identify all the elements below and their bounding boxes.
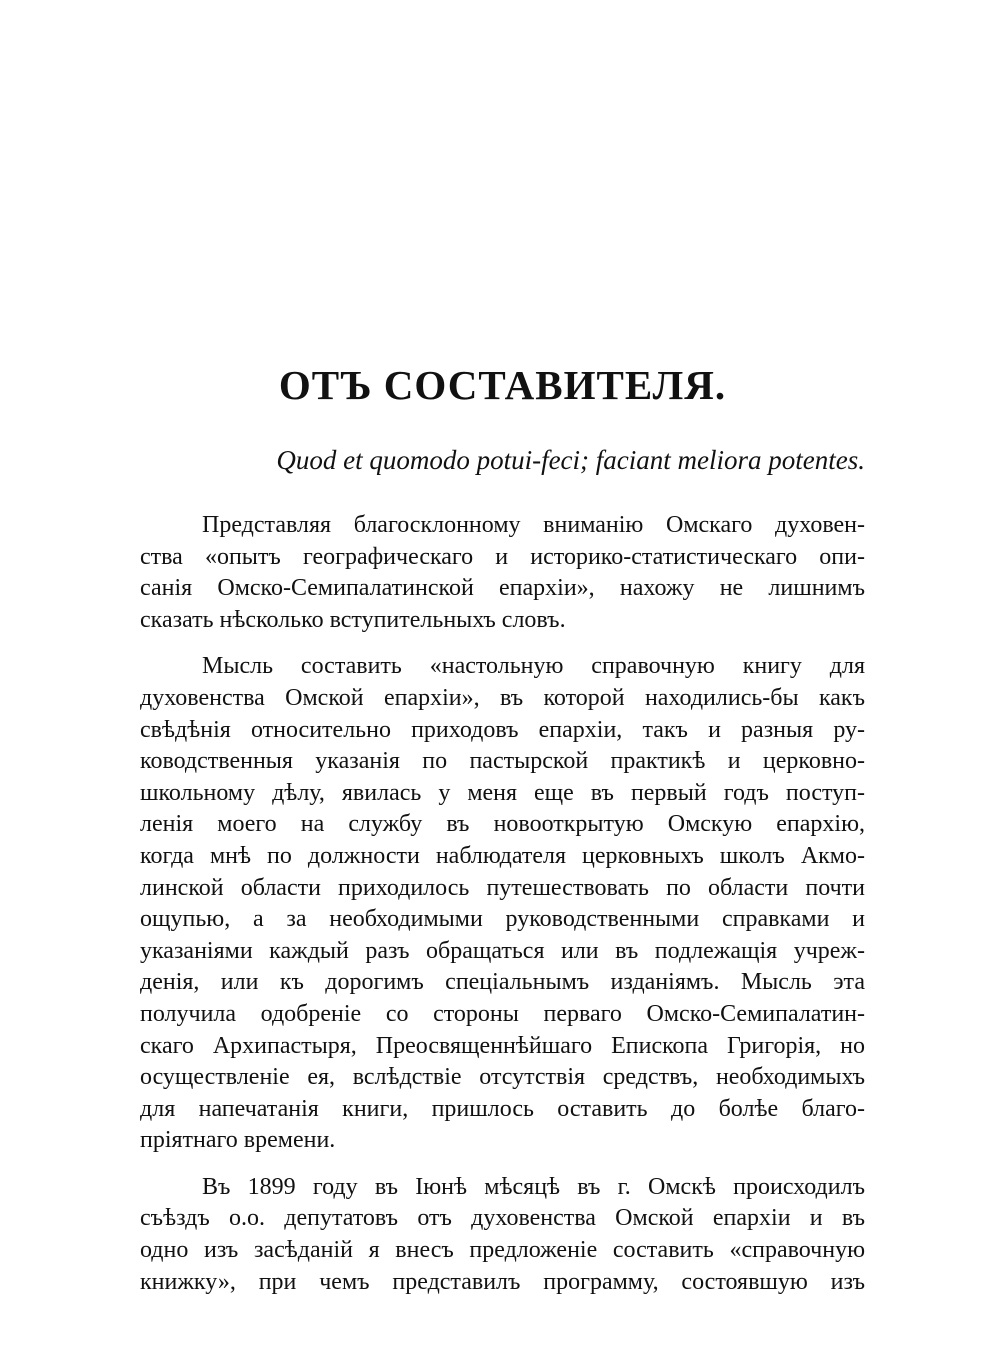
text-line: денія, или къ дорогимъ спеціальнымъ изданіямъ. Мысль эта [140,969,865,996]
text-line: съѣздъ о.о. депутатовъ отъ духовенства Омской епархіи и въ [140,1205,865,1232]
text-line: сказать нѣсколько вступительныхъ словъ. [140,606,566,633]
text-line: ленія моего на службу въ новооткрытую Омскую епархію, [140,811,865,838]
text-line: Представляя благосклонному вниманію Омскаго духовен- [202,512,865,538]
text-line: ководственныя указанія по пастырской практикѣ и церковно- [140,748,865,775]
text-line: одно изъ засѣданій я внесъ предложеніе составить «справочную [140,1237,865,1264]
text-line: Мысль составить «настольную справочную книгу для [202,653,865,680]
epigraph: Quod et quomodo potui-feci; faciant meliora potentes. [276,445,865,475]
paragraph [140,1172,865,1298]
page-title: ОТЪ СОСТАВИТЕЛЯ. [278,362,727,408]
book-page [140,0,865,1366]
text-line: книжку», при чемъ представилъ программу, состоявшую изъ [140,1268,865,1295]
text-line: указаніями каждый разъ обращаться или въ подлежащія учреж- [140,937,865,964]
text-line: линской области приходилось путешествовать по области почти [140,874,865,901]
paragraph [140,651,865,1157]
text-line: осуществленіе ея, вслѣдствіе отсутствія средствъ, необходимыхъ [140,1064,865,1091]
text-line: скаго Архипастыря, Преосвященнѣйшаго Епископа Григорія, но [140,1032,865,1059]
text-line: школьному дѣлу, явилась у меня еще въ первый годъ поступ- [140,779,865,806]
text-line: духовенства Омской епархіи», въ которой находились-бы какъ [140,684,865,711]
text-line: пріятнаго времени. [140,1127,336,1154]
text-line: свѣдѣнія относительно приходовъ епархіи, такъ и разныя ру- [140,716,865,743]
text-line: ощупью, а за необходимыми руководственными справками и [140,906,865,933]
text-line: когда мнѣ по должности наблюдателя церковныхъ школъ Акмо- [140,842,865,869]
text-line: Въ 1899 году въ Іюнѣ мѣсяцѣ въ г. Омскѣ происходилъ [202,1173,865,1200]
text-line: получила одобреніе со стороны перваго Омско-Семипалатин- [140,1000,865,1027]
text-line: для напечатанія книги, пришлось оставить до болѣе благо- [140,1095,865,1122]
text-line: ства «опытъ географическаго и историко-статистическаго опи- [140,543,865,570]
body-text [140,510,865,1313]
paragraph [140,510,865,636]
text-line: санія Омско-Семипалатинской епархіи», нахожу не лишнимъ [140,575,865,602]
